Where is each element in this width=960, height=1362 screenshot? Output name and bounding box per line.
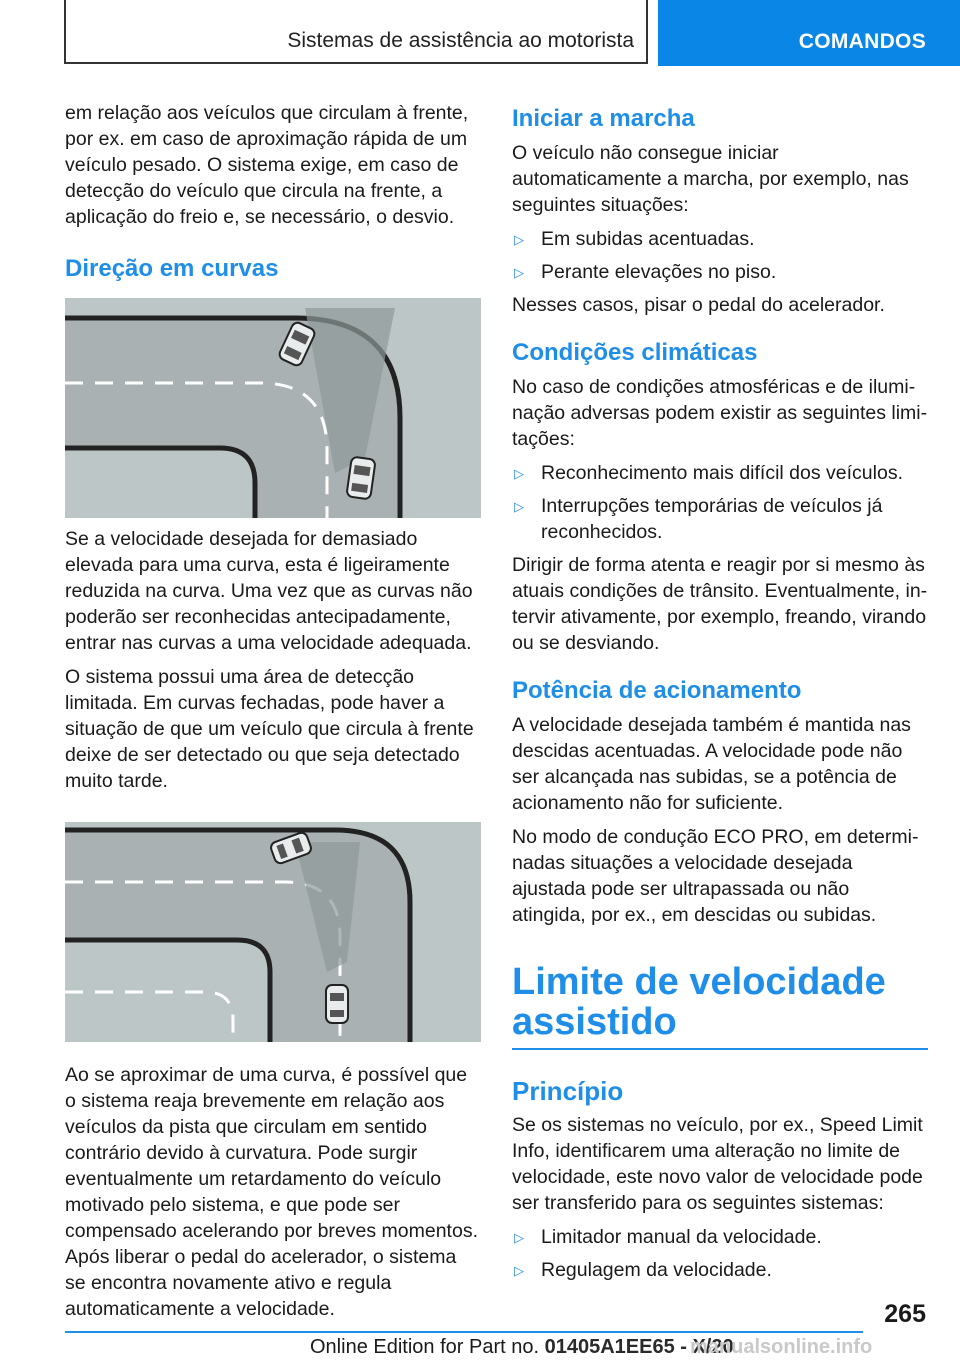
power-text-2: No modo de condução ECO PRO, em determinadas situações a velocidade desejada ajustada pode ser ultrapassada ou não atingida, por ex., em descidas ou subidas. xyxy=(512,826,919,926)
list-item: ▷ Interrupções temporárias de veículos já reconhecidos. xyxy=(514,495,883,543)
heading-curves: Direção em curvas xyxy=(65,255,279,282)
intro-paragraph: em relação aos veículos que circulam à frente, por ex. em caso de aproximação rápida de um veículo pesado. O sistema exige, em caso de detecção do veículo que circula na frente, a aplicação do freio e, se necessário, o desvio. xyxy=(65,102,469,228)
curve-illustration-2 xyxy=(65,822,481,1042)
power-text-1: A velocidade desejada também é mantida nas descidas acentuadas. A velocidade pode não ser alcançada nas subidas, se a potência de acionamento não for suficiente. xyxy=(512,714,911,814)
part-number: 01405A1EE65 - X/20 xyxy=(544,1336,734,1358)
bullet-triangle-icon: ▷ xyxy=(514,499,524,514)
chapter-tab[interactable]: COMANDOS xyxy=(658,0,960,66)
watermark: manualsonline.info xyxy=(690,1336,873,1358)
principle-text: Se os sistemas no veículo, por ex., Speed Limit Info, identificarem uma alteração no limite de velocidade, este novo valor de velocidade pode ser transferido para os seguintes sistemas: xyxy=(512,1114,923,1214)
header-frame xyxy=(64,0,648,64)
list-item: ▷ Em subidas acentuadas. xyxy=(512,226,928,252)
paragraph-speed-curve: Se a velocidade desejada for demasiado elevada para uma curva, esta é ligeiramente reduzida na curva. Uma vez que as curvas não poderão ser reconhecidas antecipadamente, entrar nas curvas a uma velocidade adequada. xyxy=(65,528,473,654)
paragraph-detection-area: O sistema possui uma área de detecção limitada. Em curvas fechadas, pode haver a situação de que um veículo que circula à frente deixe de ser detectado ou que seja detectado muito tarde. xyxy=(65,666,474,792)
bullet-triangle-icon: ▷ xyxy=(514,1263,524,1278)
footer-edition: Online Edition for Part no. 01405A1EE65 - X/20 xyxy=(310,1336,734,1358)
heading-principle: Princípio xyxy=(512,1076,624,1106)
start-list xyxy=(512,226,928,285)
list-item: ▷ Perante elevações no piso. xyxy=(512,259,928,285)
weather-after: Dirigir de forma atenta e reagir por si mesmo às atuais condições de trânsito. Eventualmente, intervir ativamente, por exemplo, freando, virando ou se desviando. xyxy=(512,554,928,654)
bullet-triangle-icon: ▷ xyxy=(514,232,524,247)
right-column xyxy=(512,100,928,1290)
bullet-triangle-icon: ▷ xyxy=(514,265,524,280)
chapter-title: Limite de velocidade assistido xyxy=(512,962,928,1050)
list-item: ▷ Limitador manual da velocidade. xyxy=(512,1224,928,1250)
heading-power: Potência de acionamento xyxy=(512,677,802,704)
footer-rule xyxy=(65,1331,863,1333)
heading-start: Iniciar a marcha xyxy=(512,105,695,132)
page-number: 265 xyxy=(884,1300,926,1328)
bullet-triangle-icon: ▷ xyxy=(514,1230,524,1245)
curve-illustration-1 xyxy=(65,298,481,518)
heading-weather: Condições climáticas xyxy=(512,339,758,366)
start-text: O veículo não consegue iniciar automaticamente a marcha, por exemplo, nas seguintes situações: xyxy=(512,142,909,216)
list-item: ▷ Reconhecimento mais difícil dos veículos. xyxy=(512,460,928,486)
paragraph-oncoming-traffic: Ao se aproximar de uma curva, é possível que o sistema reaja brevemente em relação aos veículos da pista que circulam em sentido contrário devido à curvatura. Pode surgir eventualmente um retardamento do veículo motivado pelo sistema, e que pode ser compensado acelerando por breves momentos. Após liberar o pedal do acelerador, o sistema se encontra novamente ativo e regula automaticamente a velocidade. xyxy=(65,1064,478,1320)
weather-text: No caso de condições atmosféricas e de iluminação adversas podem existir as seguintes limitações: xyxy=(512,376,928,450)
principle-list xyxy=(512,1224,928,1283)
start-after: Nesses casos, pisar o pedal do acelerador. xyxy=(512,294,885,316)
weather-list xyxy=(512,460,928,545)
left-column xyxy=(65,100,481,1330)
list-item: ▷ Regulagem da velocidade. xyxy=(512,1257,928,1283)
bullet-triangle-icon: ▷ xyxy=(514,466,524,481)
section-title: Sistemas de assistência ao motorista xyxy=(287,29,634,52)
